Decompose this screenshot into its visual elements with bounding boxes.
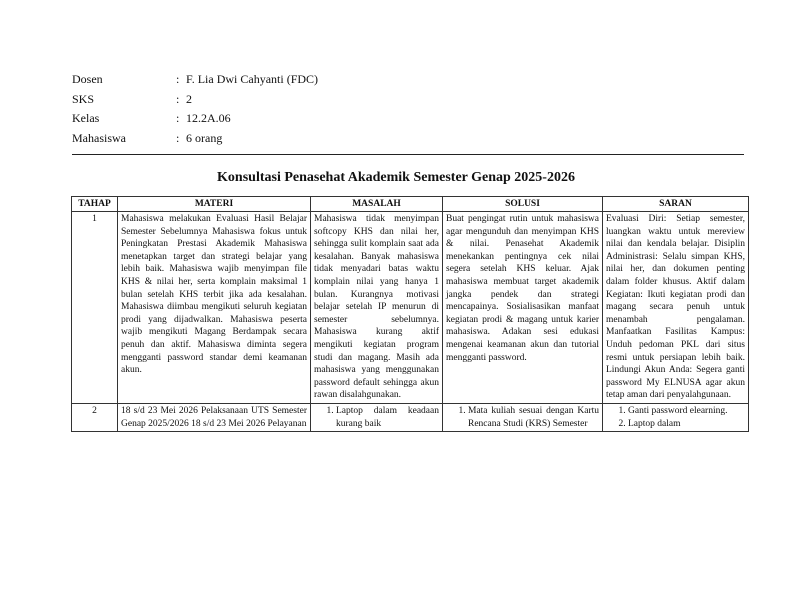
info-colon: : xyxy=(176,130,180,145)
header-tahap: TAHAP xyxy=(72,197,118,212)
info-value: 6 orang xyxy=(186,130,223,145)
table-row xyxy=(72,212,749,404)
list-item: 2. Laptop dalam xyxy=(628,418,745,431)
saran-list xyxy=(606,405,745,430)
info-label: Kelas xyxy=(72,111,100,125)
info-colon: : xyxy=(176,72,180,86)
masalah-list xyxy=(314,405,439,430)
info-row-dosen xyxy=(72,70,318,90)
cell-saran: Evaluasi Diri: Setiap semester, luangkan waktu untuk mereview nilai dan kendala belajar. Disiplin Administrasi: Selalu simpan KHS, nilai her, dan dokumen penting dalam folder khusus. Aktif dalam Kegiatan: Ikuti kegiatan prodi dan magang secara penuh untuk menambah pengalaman. Manfaatkan Fasilitas Kampus: Unduh pedoman PKL dari situs resmi untuk persiapan lebih baik. Lindungi Akun Anda: Segera ganti password My ELNUSA agar akun tetap aman dari penyalahgunaan. xyxy=(603,212,749,404)
cell-masalah: Mahasiswa tidak menyimpan softcopy KHS dan nilai her, sehingga sulit komplain saat ada kesalahan. Banyak mahasiswa tidak menyadari batas waktu komplain nilai yang hanya 1 bulan. Kurangnya motivasi belajar setelah IP menurun di semester sebelumnya. Mahasiswa kurang aktif mengikuti kegiatan program studi dan magang. Masih ada mahasiswa yang menggunakan password default sehingga akun rawan disalahgunakan. xyxy=(311,212,443,404)
info-label: Mahasiswa xyxy=(72,130,126,145)
cell-solusi xyxy=(443,403,603,431)
header-saran: SARAN xyxy=(603,197,749,212)
separator-line xyxy=(72,154,744,155)
cell-solusi: Buat pengingat rutin untuk mahasiswa agar mengunduh dan menyimpan KHS & nilai. Penasehat Akademik menekankan pentingnya cek nilai segera setelah KHS keluar. Ajak mahasiswa membuat target akademik jangka pendek dan strategi mencapainya. Sosialisasikan manfaat kegiatan prodi & magang untuk karier mahasiswa. Adakan sesi edukasi mengenai keamanan akun dan tutorial mengganti password. xyxy=(443,212,603,404)
info-value: 12.2A.06 xyxy=(186,111,231,125)
list-item: 1. Laptop dalam keadaan kurang baik xyxy=(336,405,439,430)
cell-materi: Mahasiswa melakukan Evaluasi Hasil Belajar Semester Sebelumnya Mahasiswa fokus untuk Peningkatan Prestasi Akademik Mahasiswa menetapkan target dan strategi belajar yang lebih baik. Mahasiswa wajib menyimpan file KHS & nilai her, serta komplain maksimal 1 bulan setelah KHS terbit jika ada kesalahan. Mahasiswa diimbau mengikuti seluruh kegiatan prodi yang dijadwalkan. Mahasiswa peserta wajib mengikuti Magang Berdampak secara penuh dan aktif. Mahasiswa diminta segera mengganti password standar demi keamanan akun. xyxy=(118,212,311,404)
list-item: 1. Mata kuliah sesuai dengan Kartu Rencana Studi (KRS) Semester xyxy=(468,405,599,430)
info-value: 2 xyxy=(186,91,192,106)
info-label: Dosen xyxy=(72,72,103,86)
cell-tahap: 1 xyxy=(72,212,118,404)
info-block xyxy=(72,70,318,148)
consultation-table xyxy=(71,196,749,432)
table-header-row xyxy=(72,197,749,212)
info-row-sks xyxy=(72,90,318,110)
cell-materi: 18 s/d 23 Mei 2026 Pelaksanaan UTS Semester Genap 2025/2026 18 s/d 23 Mei 2026 Pelayanan xyxy=(118,403,311,431)
info-row-mahasiswa xyxy=(72,129,318,149)
cell-masalah xyxy=(311,403,443,431)
list-item: 1. Ganti password elearning. xyxy=(628,405,745,418)
header-materi: MATERI xyxy=(118,197,311,212)
info-colon: : xyxy=(176,111,180,125)
info-label: SKS xyxy=(72,91,95,106)
cell-tahap: 2 xyxy=(72,403,118,431)
table-row xyxy=(72,403,749,431)
cell-saran xyxy=(603,403,749,431)
header-solusi: SOLUSI xyxy=(443,197,603,212)
info-colon: : xyxy=(176,91,180,106)
info-row-kelas xyxy=(72,109,318,129)
solusi-list xyxy=(446,405,599,430)
document-title: Konsultasi Penasehat Akademik Semester Genap 2025-2026 xyxy=(217,170,575,185)
header-masalah: MASALAH xyxy=(311,197,443,212)
info-value: F. Lia Dwi Cahyanti (FDC) xyxy=(186,72,319,86)
